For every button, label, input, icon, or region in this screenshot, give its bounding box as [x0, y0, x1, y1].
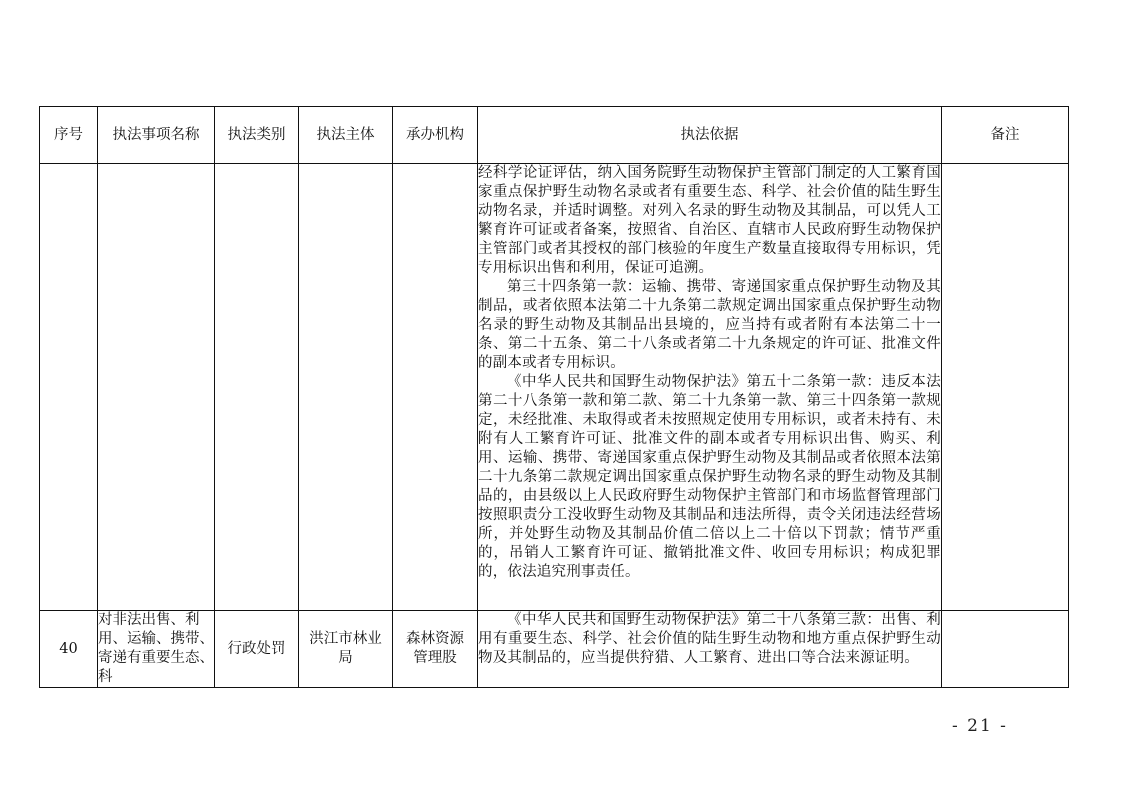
header-remarks: 备注 [942, 107, 1069, 164]
header-serial: 序号 [40, 107, 98, 164]
agency-cell: 森林资源管理股 [393, 611, 478, 688]
empty-cell [393, 164, 478, 611]
legal-basis-cell: 《中华人民共和国野生动物保护法》第二十八条第三款：出售、利用有重要生态、科学、社会价值的陆生野生动物和地方重点保护野生动物及其制品的，应当提供狩猎、人工繁育、进出口等合法来源证明。 [478, 611, 942, 688]
basis-paragraph: 《中华人民共和国野生动物保护法》第五十二条第一款：违反本法第二十八条第一款和第二款、第二十九条第一款、第三十四条第一款规定，未经批准、未取得或者未按照规定使用专用标识，或者未持有、未附有人工繁育许可证、批准文件的副本或者专用标识出售、购买、利用、运输、携带、寄递国家重点保护野生动物及其制品或者依照本法第二十九条第二款规定调出国家重点保护野生动物名录的野生动物及其制品的，由县级以上人民政府野生动物保护主管部门和市场监督管理部门按照职责分工没收野生动物及其制品和违法所得，责令关闭违法经营场所，并处野生动物及其制品价值二倍以上二十倍以下罚款；情节严重的，吊销人工繁育许可证、撤销批准文件、收回专用标识；构成犯罪的，依法追究刑事责任。 [478, 374, 941, 580]
empty-cell [98, 164, 215, 611]
header-item-name: 执法事项名称 [98, 107, 215, 164]
subject-cell: 洪江市林业局 [299, 611, 393, 688]
legal-basis-cell [478, 164, 942, 611]
page-number: - 21 - [952, 716, 1008, 736]
empty-cell [40, 164, 98, 611]
header-row [40, 107, 1069, 164]
basis-paragraph: 经科学论证评估，纳入国务院野生动物保护主管部门制定的人工繁育国家重点保护野生动物名录或者有重要生态、科学、社会价值的陆生野生动物名录，并适时调整。对列入名录的野生动物及其制品，可以凭人工繁育许可证或者备案，按照省、自治区、直辖市人民政府野生动物保护主管部门或者其授权的部门核验的年度生产数量直接取得专用标识，凭专用标识出售和利用，保证可追溯。 [478, 165, 941, 276]
item-name-cell: 对非法出售、利用、运输、携带、寄递有重要生态、科 [98, 611, 215, 688]
category-cell: 行政处罚 [215, 611, 299, 688]
header-subject: 执法主体 [299, 107, 393, 164]
table-row-40 [40, 611, 1069, 688]
empty-cell [299, 164, 393, 611]
header-agency: 承办机构 [393, 107, 478, 164]
header-legal-basis: 执法依据 [478, 107, 942, 164]
remarks-cell [942, 611, 1069, 688]
remarks-cell [942, 164, 1069, 611]
header-category: 执法类别 [215, 107, 299, 164]
serial-number: 40 [40, 611, 98, 688]
table-row-continued [40, 164, 1069, 611]
enforcement-table [39, 106, 1069, 688]
empty-cell [215, 164, 299, 611]
basis-paragraph: 第三十四条第一款：运输、携带、寄递国家重点保护野生动物及其制品，或者依照本法第二十九条第二款规定调出国家重点保护野生动物名录的野生动物及其制品出县境的，应当持有或者附有本法第二十一条、第二十五条、第二十八条或者第二十九条规定的许可证、批准文件的副本或者专用标识。 [478, 279, 941, 371]
